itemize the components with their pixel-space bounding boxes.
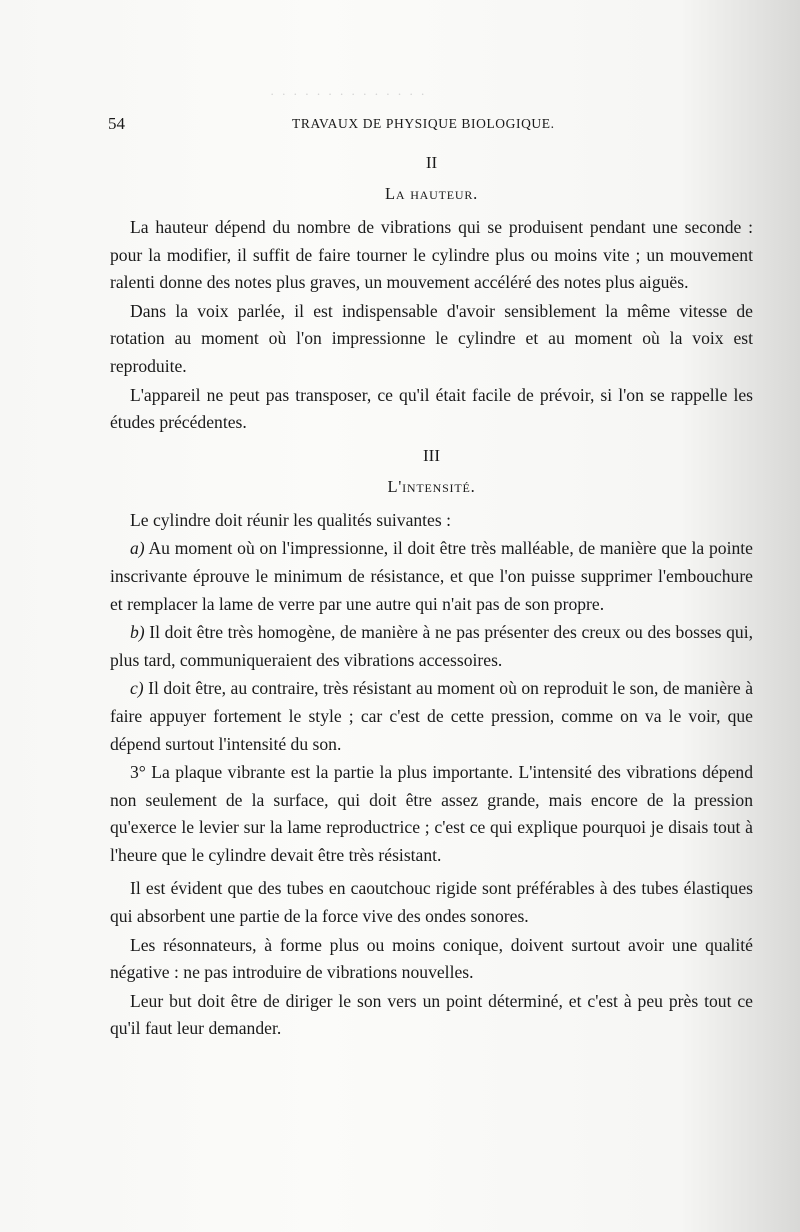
item-marker: c): [130, 678, 144, 699]
paragraph: Leur but doit être de diriger le son vers un point déterminé, et c'est à peu près tout ce qu'il faut leur demander.: [110, 990, 753, 1039]
page-number: 54: [108, 114, 125, 133]
bleed-through-text: · · · · · · · · · · · · · ·: [270, 87, 427, 102]
item-text: Il doit être très homogène, de manière à ne pas présenter des creux ou des bosses qui, plus tard, communiqueraient des vibrations accessoires.: [110, 622, 753, 670]
list-item: [110, 535, 753, 618]
paragraph: L'appareil ne peut pas transposer, ce qu'il était facile de prévoir, si l'on se rappelle les études précédentes.: [110, 384, 753, 433]
paragraph: Le cylindre doit réunir les qualités suivantes :: [130, 509, 452, 530]
section-number: II: [425, 153, 438, 172]
paragraph: Dans la voix parlée, il est indispensable d'avoir sensiblement la même vitesse de rotation au moment où l'on impressionne le cylindre et au moment où la voix est reproduite.: [110, 300, 753, 376]
paragraph: La hauteur dépend du nombre de vibrations qui se produisent pendant une seconde : pour la modifier, il suffit de faire tourner le cylindre plus ou moins vite ; un mouvement ralenti donne des notes plus graves, un mouvement accéléré des notes plus aiguës.: [110, 217, 753, 293]
item-text: Il doit être, au contraire, très résistant au moment où on reproduit le son, de manière à faire appuyer fortement le style ; car c'est de cette pression, comme on va le voir, que dépend surtout l'intensité du son.: [110, 678, 754, 754]
running-header: [108, 114, 758, 134]
paragraph: Il est évident que des tubes en caoutchouc rigide sont préférables à des tubes élastiques qui absorbent une partie de la force vive des ondes sonores.: [110, 878, 753, 927]
section-title: L'intensité.: [387, 476, 476, 496]
section-title: La hauteur.: [384, 184, 479, 203]
body-text: [110, 150, 753, 1043]
item-marker: b): [130, 622, 145, 643]
item-text: Au moment où on l'impressionne, il doit être très malléable, de manière que la pointe inscrivante éprouve le minimum de résistance, et que l'on puisse supprimer l'embouchure et remplacer la lame de verre par une autre qui n'ait pas de son propre.: [110, 538, 753, 614]
running-title: TRAVAUX DE PHYSIQUE BIOLOGIQUE.: [292, 116, 555, 131]
list-item: [110, 619, 753, 674]
paragraph: 3° La plaque vibrante est la partie la plus importante. L'intensité des vibrations dépend non seulement de la surface, qui doit être assez grande, mais encore de la pression qu'exerce le levier sur la lame reproductrice ; c'est ce qui explique pourquoi je disais tout à l'heure que le cylindre devait être très résistant.: [110, 762, 753, 865]
paragraph: Les résonnateurs, à forme plus ou moins conique, doivent surtout avoir une qualité négative : ne pas introduire de vibrations nouvelles.: [110, 934, 753, 983]
section-number: III: [423, 445, 440, 465]
list-item: [110, 675, 753, 758]
item-marker: a): [130, 538, 145, 559]
